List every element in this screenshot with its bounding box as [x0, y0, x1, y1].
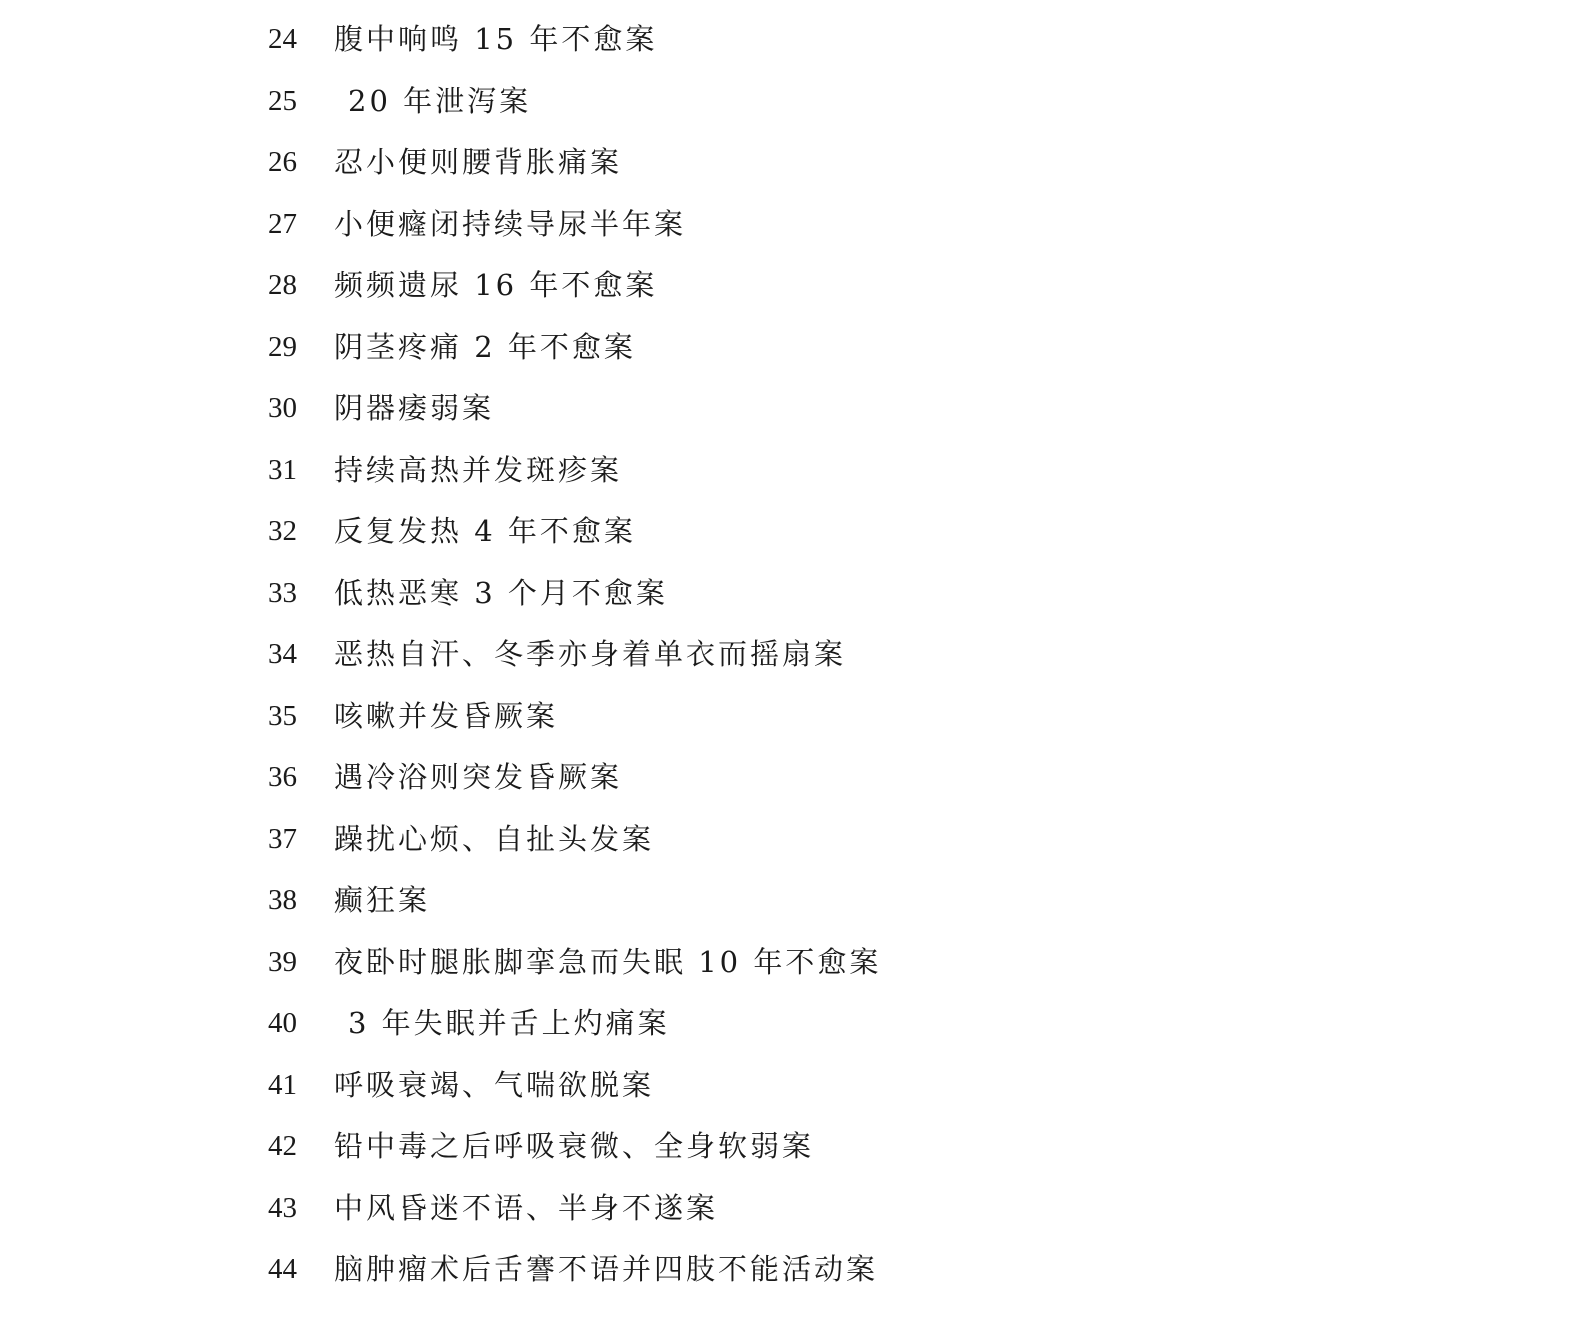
entry-number: 44: [268, 1253, 297, 1285]
entry-title: 中风昏迷不语、半身不遂案: [334, 1190, 719, 1225]
entry-title: 呼吸衰竭、气喘欲脱案: [334, 1067, 655, 1102]
list-item: [268, 752, 881, 814]
list-item: [268, 998, 881, 1060]
entry-number: 40: [268, 1007, 297, 1039]
list-item: [268, 199, 881, 261]
entry-number: 39: [268, 945, 297, 978]
list-item: [268, 1121, 881, 1183]
entry-title: 铅中毒之后呼吸衰微、全身软弱案: [334, 1129, 815, 1163]
list-item: [268, 260, 881, 322]
entry-number: 31: [268, 453, 297, 486]
case-list: [268, 14, 881, 1306]
entry-title: 3 年失眠并舌上灼痛案: [348, 1006, 670, 1040]
list-item: [268, 1244, 881, 1306]
list-item: [268, 629, 881, 691]
entry-number: 24: [268, 23, 297, 55]
entry-title: 低热恶寒 3 个月不愈案: [334, 575, 668, 610]
entry-number: 34: [268, 638, 297, 670]
list-item: [268, 506, 881, 568]
entry-number: 42: [268, 1130, 297, 1162]
entry-title: 20 年泄泻案: [348, 83, 532, 118]
list-item: [268, 1060, 881, 1122]
entry-number: 25: [268, 84, 297, 117]
entry-title: 反复发热 4 年不愈案: [334, 514, 636, 548]
list-item: [268, 137, 881, 199]
entry-number: 33: [268, 576, 297, 609]
entry-title: 遇冷浴则突发昏厥案: [334, 760, 623, 794]
entry-title: 忍小便则腰背胀痛案: [334, 145, 623, 179]
entry-number: 26: [268, 146, 297, 178]
entry-title: 癫狂案: [334, 883, 431, 917]
entry-number: 29: [268, 330, 297, 363]
entry-title: 腹中响鸣 15 年不愈案: [334, 22, 658, 56]
list-item: [268, 445, 881, 507]
entry-number: 27: [268, 207, 297, 240]
list-item: [268, 814, 881, 876]
list-item: [268, 14, 881, 76]
entry-number: 30: [268, 392, 297, 424]
entry-title: 频频遗尿 16 年不愈案: [334, 268, 658, 302]
entry-number: 43: [268, 1191, 297, 1224]
entry-number: 41: [268, 1068, 297, 1101]
entry-number: 38: [268, 884, 297, 916]
entry-number: 37: [268, 822, 297, 855]
entry-number: 28: [268, 269, 297, 301]
list-item: [268, 875, 881, 937]
entry-number: 36: [268, 761, 297, 793]
list-item: [268, 76, 881, 138]
entry-number: 35: [268, 699, 297, 732]
list-item: [268, 322, 881, 384]
list-item: [268, 1183, 881, 1245]
list-item: [268, 383, 881, 445]
entry-title: 脑肿瘤术后舌謇不语并四肢不能活动案: [334, 1252, 879, 1286]
list-item: [268, 691, 881, 753]
entry-title: 持续高热并发斑疹案: [334, 452, 623, 487]
entry-title: 小便癃闭持续导尿半年案: [334, 206, 687, 241]
entry-title: 夜卧时腿胀脚挛急而失眠 10 年不愈案: [334, 944, 882, 979]
entry-number: 32: [268, 515, 297, 547]
entry-title: 咳嗽并发昏厥案: [334, 698, 559, 733]
entry-title: 恶热自汗、冬季亦身着单衣而摇扇案: [334, 637, 847, 671]
entry-title: 躁扰心烦、自扯头发案: [334, 821, 655, 856]
entry-title: 阴茎疼痛 2 年不愈案: [334, 329, 636, 364]
entry-title: 阴器痿弱案: [334, 391, 495, 425]
list-item: [268, 937, 881, 999]
list-item: [268, 568, 881, 630]
